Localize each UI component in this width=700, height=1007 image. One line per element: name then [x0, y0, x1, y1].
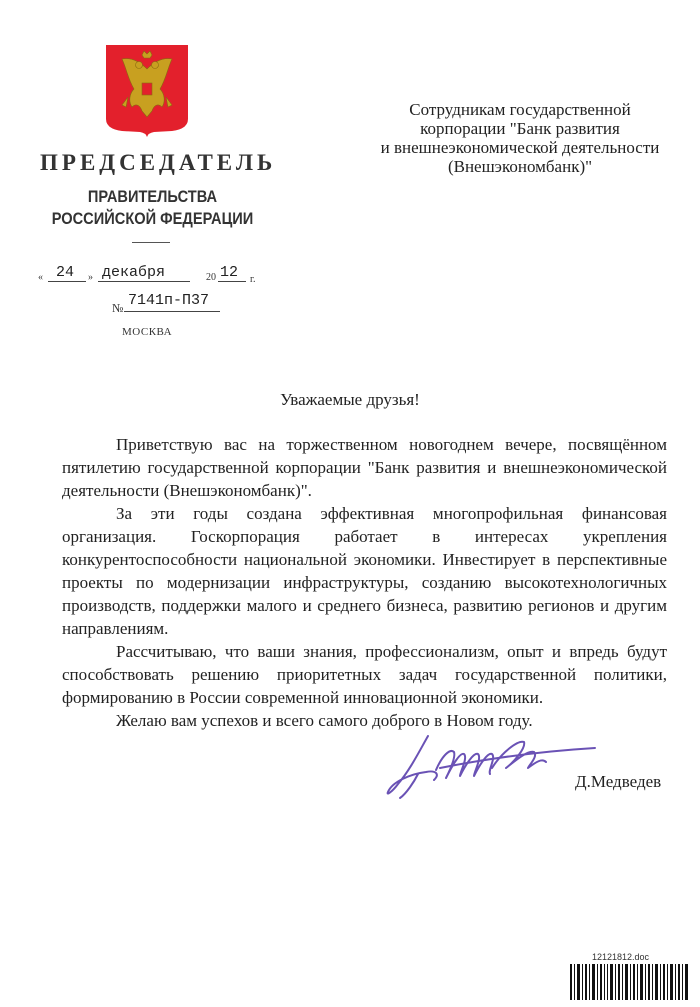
date-month-underline [98, 281, 190, 282]
addressee-line1: Сотрудникам государственной [409, 100, 631, 119]
paragraph-2: За эти годы создана эффективная многопрофильная финансовая организация. Госкорпорация работает в интересах укрепления конкурентоспособности национальной экономики. Инвестирует в перспективные проекты по модернизации инфраструктуры, созданию высокотехнологичных производств, поддержки малого и среднего бизнеса, развитию регионов и другим направлениям. [62, 504, 667, 638]
date-year-mark: г. [250, 274, 256, 285]
government-title-line2: РОССИЙСКОЙ ФЕДЕРАЦИИ [51, 209, 254, 228]
addressee-line3: и внешнеэкономической деятельности [380, 138, 660, 157]
date-year-suffix: 12 [220, 264, 239, 281]
city-label: МОСКВА [122, 326, 173, 338]
addressee-line4: (Внешэкономбанк)" [447, 157, 593, 176]
barcode-icon [570, 964, 690, 1000]
paragraph-3: Рассчитываю, что ваши знания, профессионализм, опыт и впредь будут способствовать решению приоритетных задач государственной политики, формированию в России современной инновационной экономики. [62, 642, 667, 707]
chairman-title: ПРЕДСЕДАТЕЛЬ [40, 150, 277, 175]
date-day-underline [48, 281, 86, 282]
date-month: декабря [102, 264, 166, 281]
date-quote-close: » [88, 272, 93, 283]
government-title [47, 186, 258, 230]
paragraph-1: Приветствую вас на торжественном новогоднем вечере, посвящённом пятилетию государственной корпорации "Банк развития и внешнеэкономической деятельности (Внешэкономбанк)". [62, 435, 667, 500]
date-year-underline [218, 281, 246, 282]
signer-name: Д.Медведев [575, 772, 662, 791]
paragraph-4: Желаю вам успехов и всего самого доброго в Новом году. [116, 711, 533, 730]
document-number: 7141п-П37 [128, 292, 210, 309]
date-quote-open: « [38, 272, 43, 283]
header-divider [132, 242, 170, 243]
addressee-line2: корпорации "Банк развития [420, 119, 620, 138]
greeting: Уважаемые друзья! [280, 390, 420, 409]
state-emblem-icon [106, 45, 188, 137]
date-day: 24 [56, 264, 75, 281]
date-year-prefix: 20 [206, 272, 216, 283]
government-title-line1: ПРАВИТЕЛЬСТВА [87, 187, 218, 206]
signature-icon [380, 722, 600, 804]
number-underline [124, 311, 220, 312]
number-mark: № [112, 301, 124, 315]
addressee-block [355, 100, 685, 176]
document-code: 12121812.doc [592, 952, 650, 962]
